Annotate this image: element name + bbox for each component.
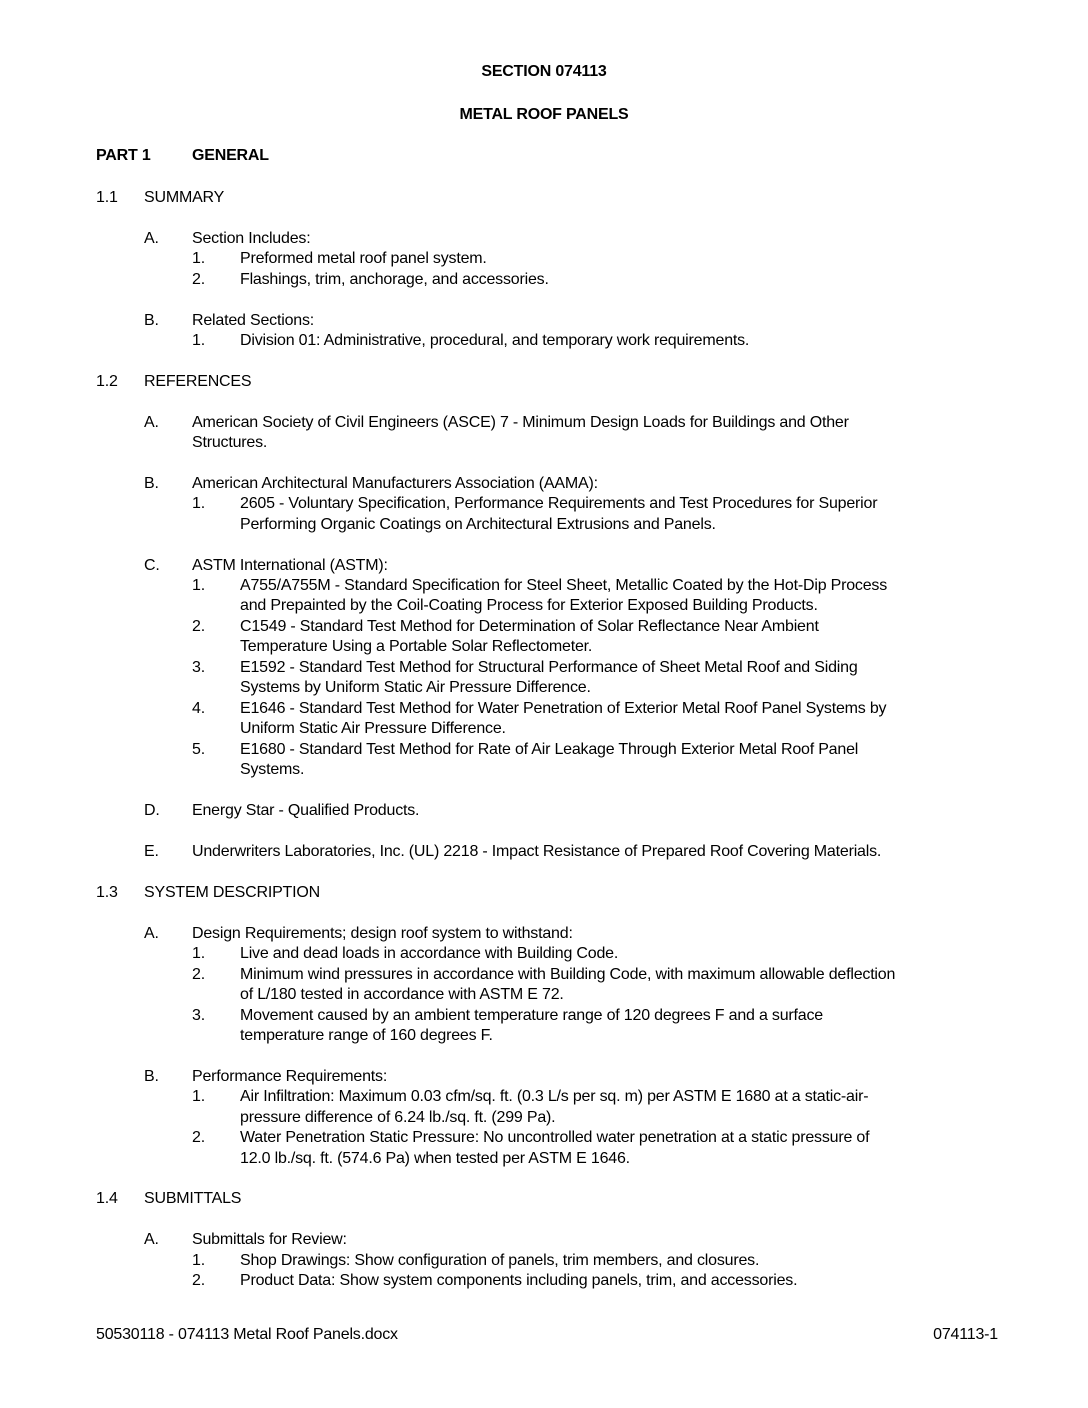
item-label: 1.	[192, 250, 205, 267]
item-label: 2.	[192, 271, 205, 288]
item-text: Minimum wind pressures in accordance with Building Code, with maximum allowable deflection	[240, 966, 896, 983]
article-title: REFERENCES	[144, 373, 252, 390]
item-text: 12.0 lb./sq. ft. (574.6 Pa) when tested per ASTM E 1646.	[240, 1150, 630, 1167]
item-label: 1.	[192, 1088, 205, 1105]
item-text: Flashings, trim, anchorage, and accessories.	[240, 271, 549, 288]
footer-page-number: 074113-1	[933, 1326, 998, 1343]
item-text: Preformed metal roof panel system.	[240, 250, 487, 267]
item-text: Water Penetration Static Pressure: No uncontrolled water penetration at a static pressure of	[240, 1129, 870, 1146]
item-text: Performing Organic Coatings on Architectural Extrusions and Panels.	[240, 516, 716, 533]
item-text: Air Infiltration: Maximum 0.03 cfm/sq. ft. (0.3 L/s per sq. m) per ASTM E 1680 at a static-air-	[240, 1088, 869, 1105]
paragraph-label: B.	[144, 1068, 159, 1085]
item-text: E1680 - Standard Test Method for Rate of Air Leakage Through Exterior Metal Roof Panel	[240, 741, 859, 758]
section-number: SECTION 074113	[481, 63, 607, 80]
item-label: 3.	[192, 1007, 205, 1024]
item-text: E1592 - Standard Test Method for Structural Performance of Sheet Metal Roof and Siding	[240, 659, 858, 676]
paragraph-label: D.	[144, 802, 160, 819]
paragraph-label: A.	[144, 230, 159, 247]
item-label: 2.	[192, 966, 205, 983]
item-label: 2.	[192, 1129, 205, 1146]
article-number: 1.4	[96, 1190, 118, 1207]
article-number: 1.2	[96, 373, 118, 390]
paragraph-text: Submittals for Review:	[192, 1231, 347, 1248]
article-title: SUBMITTALS	[144, 1190, 242, 1207]
item-label: 4.	[192, 700, 205, 717]
paragraph-label: B.	[144, 475, 159, 492]
paragraph-text: American Architectural Manufacturers Association (AAMA):	[192, 475, 598, 492]
item-text: E1646 - Standard Test Method for Water Penetration of Exterior Metal Roof Panel Systems by	[240, 700, 887, 717]
item-text: Systems by Uniform Static Air Pressure Difference.	[240, 679, 591, 696]
article-title: SUMMARY	[144, 189, 225, 206]
item-text: Uniform Static Air Pressure Difference.	[240, 720, 506, 737]
item-text: of L/180 tested in accordance with ASTM E 72.	[240, 986, 564, 1003]
item-label: 1.	[192, 945, 205, 962]
paragraph-label: A.	[144, 414, 159, 431]
article-title: SYSTEM DESCRIPTION	[144, 884, 320, 901]
section-title: METAL ROOF PANELS	[459, 106, 629, 123]
item-label: 1.	[192, 577, 205, 594]
item-text: temperature range of 160 degrees F.	[240, 1027, 493, 1044]
item-text: Systems.	[240, 761, 305, 778]
paragraph-text: Related Sections:	[192, 312, 315, 329]
item-text: Division 01: Administrative, procedural, and temporary work requirements.	[240, 332, 750, 349]
paragraph-text: Performance Requirements:	[192, 1068, 388, 1085]
item-label: 5.	[192, 741, 205, 758]
paragraph-text: American Society of Civil Engineers (ASCE) 7 - Minimum Design Loads for Buildings and Other	[192, 414, 849, 431]
paragraph-label: A.	[144, 925, 159, 942]
item-label: 1.	[192, 332, 205, 349]
item-label: 2.	[192, 618, 205, 635]
paragraph-label: E.	[144, 843, 159, 860]
paragraph-label: A.	[144, 1231, 159, 1248]
item-label: 3.	[192, 659, 205, 676]
item-text: A755/A755M - Standard Specification for Steel Sheet, Metallic Coated by the Hot-Dip Process	[240, 577, 888, 594]
paragraph-text: Underwriters Laboratories, Inc. (UL) 2218 - Impact Resistance of Prepared Roof Covering Materials.	[192, 843, 882, 860]
paragraph-text: Structures.	[192, 434, 268, 451]
item-label: 2.	[192, 1272, 205, 1289]
article-number: 1.1	[96, 189, 118, 206]
item-text: C1549 - Standard Test Method for Determination of Solar Reflectance Near Ambient	[240, 618, 819, 635]
item-label: 1.	[192, 1252, 205, 1269]
item-text: Shop Drawings: Show configuration of panels, trim members, and closures.	[240, 1252, 760, 1269]
item-text: Temperature Using a Portable Solar Reflectometer.	[240, 638, 593, 655]
paragraph-label: B.	[144, 312, 159, 329]
paragraph-text: Design Requirements; design roof system to withstand:	[192, 925, 573, 942]
item-text: 2605 - Voluntary Specification, Performance Requirements and Test Procedures for Superior	[240, 495, 878, 512]
item-text: pressure difference of 6.24 lb./sq. ft. (299 Pa).	[240, 1109, 556, 1126]
part-number: PART 1	[96, 147, 151, 164]
item-text: Movement caused by an ambient temperature range of 120 degrees F and a surface	[240, 1007, 823, 1024]
paragraph-text: Energy Star - Qualified Products.	[192, 802, 420, 819]
paragraph-label: C.	[144, 557, 160, 574]
item-text: and Prepainted by the Coil-Coating Process for Exterior Exposed Building Products.	[240, 597, 818, 614]
footer-filename: 50530118 - 074113 Metal Roof Panels.docx	[96, 1326, 398, 1343]
paragraph-text: ASTM International (ASTM):	[192, 557, 388, 574]
item-label: 1.	[192, 495, 205, 512]
part-title: GENERAL	[192, 147, 269, 164]
article-number: 1.3	[96, 884, 118, 901]
item-text: Product Data: Show system components including panels, trim, and accessories.	[240, 1272, 798, 1289]
paragraph-text: Section Includes:	[192, 230, 311, 247]
item-text: Live and dead loads in accordance with Building Code.	[240, 945, 619, 962]
